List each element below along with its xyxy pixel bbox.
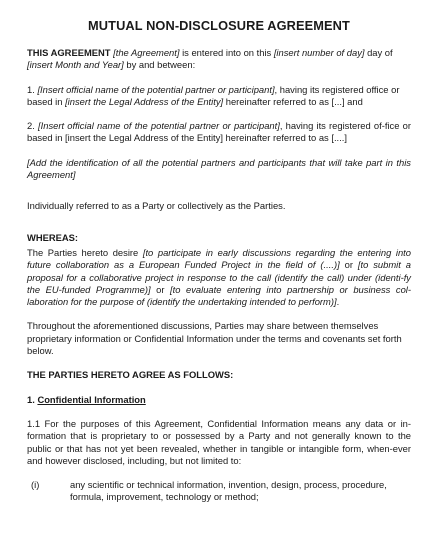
section-1-heading [27, 394, 411, 406]
party-1-text-2: hereinafter referred to as [...] and [223, 95, 363, 107]
throughout-paragraph: Throughout the aforementioned discussions, Parties may share between themselves proprietary information or Confidential Information under the terms and covenants set forth below. [27, 320, 402, 357]
whereas-text-3: or [150, 283, 171, 295]
document-title: MUTUAL NON-DISCLOSURE AGREEMENT [88, 18, 350, 33]
intro-text-3: by and between: [123, 59, 196, 71]
agreement-lead: THIS AGREEMENT [27, 47, 111, 58]
intro-text-1: is entered into on this [179, 47, 274, 58]
add-parties-note: [Add the identification of all the potential partners and participants that will take part in this Agreement] [27, 156, 411, 181]
intro-paragraph [27, 47, 411, 72]
party-1-name-placeholder: [Insert official name of the potential partner or participant] [37, 83, 275, 95]
party-2-paragraph [27, 120, 411, 145]
section-1-number: 1. [27, 393, 38, 405]
whereas-text-4: . [336, 296, 340, 308]
party-1-number: 1. [27, 83, 38, 95]
whereas-option-2: [to submit a proposal for a collaborative project in response to the call (identify the call) under (identi-fy the EU-funded Programme)] [27, 259, 411, 295]
party-1-address-placeholder: [insert the Legal Address of the Entity] [65, 95, 224, 107]
list-item-number: (i) [31, 479, 40, 491]
party-2-number: 2. [27, 120, 39, 132]
whereas-option-3: [to evaluate entering into partnership or business col-laboration for the purpose of (identify the undertaking intended to perform)] [27, 283, 411, 308]
list-item [27, 479, 411, 504]
whereas-heading: WHEREAS: [27, 231, 79, 243]
intro-text-2: day of [364, 47, 393, 58]
list-item-text: any scientific or technical information, invention, design, process, procedure, formula, improvement, technology or method; [70, 479, 387, 503]
party-2-name-placeholder: [Insert official name of the potential partner or participant] [38, 120, 280, 132]
whereas-option-1: [to participate in early discussions regarding the entering into future collaboration as a European Funded Project in the field of (....)] [27, 246, 411, 271]
agreement-placeholder: [the Agreement] [113, 47, 180, 58]
whereas-text-2: or [339, 259, 358, 271]
whereas-paragraph [27, 247, 411, 308]
parties-definition: Individually referred to as a Party or collectively as the Parties. [27, 200, 286, 212]
party-1-paragraph [27, 84, 411, 109]
party-2-text: , having its registered of-fice or based in [insert the Legal Address of the Entity] hereinafter referred to as [....] [27, 120, 411, 144]
clause-1-1: 1.1 For the purposes of this Agreement, Confidential Information means any data or in-formation that is proprietary to or possessed by a Party and not generally known to the public or that has not yet been revealed, whether in tangible or intangible form, when-ever and however disclosed, including, but not limited to: [27, 417, 411, 466]
month-year-placeholder: [insert Month and Year] [27, 59, 124, 71]
section-1-title: Confidential Information [37, 393, 146, 405]
agree-heading: THE PARTIES HERETO AGREE AS FOLLOWS: [27, 369, 234, 381]
party-1-text-1: , having its registered office or based in [27, 83, 400, 107]
day-placeholder: [insert number of day] [273, 47, 365, 58]
whereas-text-1: The Parties hereto desire [27, 246, 143, 258]
